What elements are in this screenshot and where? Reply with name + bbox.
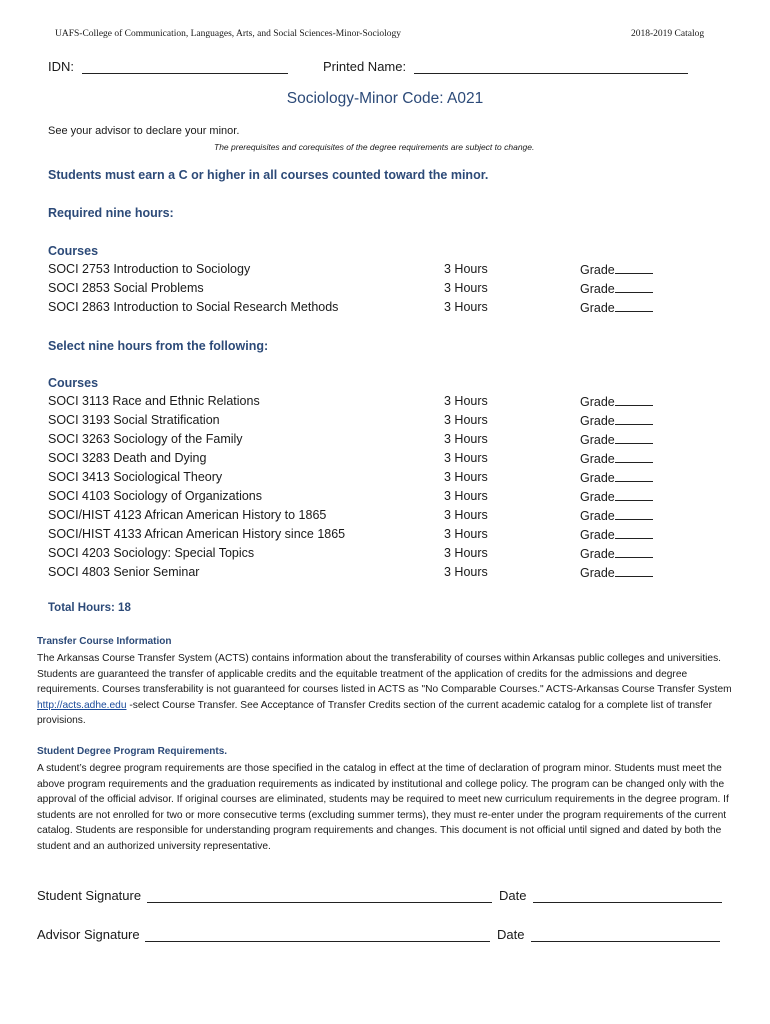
course-name: SOCI 3413 Sociological Theory [48,470,223,484]
required-heading: Required nine hours: [48,206,174,220]
grade-rule: Students must earn a C or higher in all courses counted toward the minor. [48,168,489,182]
courses-label-required: Courses [48,244,99,258]
grade-field[interactable] [580,527,653,542]
course-name: SOCI 3113 Race and Ethnic Relations [48,394,260,408]
student-date-label: Date [499,888,527,903]
grade-label: Grade [580,395,615,409]
grade-blank-line [615,527,653,539]
grade-field[interactable] [580,489,653,504]
transfer-text-part2: -select Course Transfer. See Acceptance of Transfer Credits section of the current academic catalog for a complete list of transfer provisions. [37,699,712,727]
course-name: SOCI 2863 Introduction to Social Research Methods [48,300,339,314]
student-date-line [533,902,722,903]
grade-field[interactable] [580,281,653,296]
course-hours: 3 Hours [444,489,488,503]
student-signature-label: Student Signature [37,888,142,903]
grade-blank-line [615,394,653,406]
course-hours: 3 Hours [444,508,488,522]
course-hours: 3 Hours [444,300,488,314]
student-signature-field[interactable] [37,888,492,903]
grade-blank-line [615,546,653,558]
grade-field[interactable] [580,262,653,277]
grade-blank-line [615,451,653,463]
advisor-date-field[interactable] [497,927,720,942]
grade-label: Grade [580,282,615,296]
course-hours: 3 Hours [444,262,488,276]
advisor-date-line [531,941,720,942]
course-hours: 3 Hours [444,470,488,484]
transfer-heading: Transfer Course Information [37,636,172,647]
student-date-field[interactable] [499,888,722,903]
course-hours: 3 Hours [444,432,488,446]
transfer-text-part1: The Arkansas Course Transfer System (ACTS) contains information about the transferability of courses within Arkansas public colleges and universities. Students are guaranteed the transfer of applicable credits and the equitable treatment of the application of credits for the admissions and degree requirements. Courses transferability is not guaranteed for courses listed in ACTS as "No Comparable Courses." ACTS-Arkansas Course Transfer System [37,653,732,696]
grade-field[interactable] [580,300,653,315]
course-name: SOCI/HIST 4133 African American History since 1865 [48,527,346,541]
transfer-text [37,651,737,729]
grade-label: Grade [580,433,615,447]
grade-field[interactable] [580,546,653,561]
grade-blank-line [615,508,653,520]
grade-field[interactable] [580,394,653,409]
grade-field[interactable] [580,432,653,447]
advisor-signature-line [145,941,490,942]
grade-blank-line [615,262,653,274]
printed-name-line [414,73,688,74]
course-name: SOCI 3193 Social Stratification [48,413,220,427]
page-title: Sociology-Minor Code: A021 [286,90,484,107]
course-hours: 3 Hours [444,394,488,408]
course-hours: 3 Hours [444,451,488,465]
grade-blank-line [615,413,653,425]
header-right: 2018-2019 Catalog [631,29,705,39]
student-signature-line [147,902,492,903]
course-name: SOCI 2753 Introduction to Sociology [48,262,251,276]
idn-field[interactable] [48,59,288,74]
grade-label: Grade [580,263,615,277]
course-name: SOCI 4803 Senior Seminar [48,565,200,579]
prereq-note: The prerequisites and corequisites of the degree requirements are subject to change. [214,142,535,152]
grade-blank-line [615,470,653,482]
courses-label-electives: Courses [48,376,99,390]
grade-field[interactable] [580,470,653,485]
advisor-signature-label: Advisor Signature [37,927,140,942]
total-hours: Total Hours: 18 [48,602,131,614]
course-hours: 3 Hours [444,281,488,295]
grade-field[interactable] [580,565,653,580]
grade-blank-line [615,489,653,501]
course-name: SOCI 3283 Death and Dying [48,451,207,465]
printed-name-field[interactable] [323,59,688,74]
course-name: SOCI 4203 Sociology: Special Topics [48,546,255,560]
grade-label: Grade [580,471,615,485]
degree-req-heading: Student Degree Program Requirements. [37,746,228,757]
grade-field[interactable] [580,508,653,523]
header-left: UAFS-College of Communication, Languages, Arts, and Social Sciences-Minor-Sociology [55,29,401,39]
idn-label: IDN: [48,59,74,74]
course-hours: 3 Hours [444,413,488,427]
grade-blank-line [615,565,653,577]
grade-label: Grade [580,490,615,504]
grade-label: Grade [580,452,615,466]
grade-blank-line [615,432,653,444]
idn-line [82,73,288,74]
course-name: SOCI 4103 Sociology of Organizations [48,489,263,503]
select-heading: Select nine hours from the following: [48,339,269,353]
printed-name-label: Printed Name: [323,59,407,74]
grade-field[interactable] [580,413,653,428]
advisor-note: See your advisor to declare your minor. [48,125,240,137]
advisor-date-label: Date [497,927,525,942]
course-name: SOCI/HIST 4123 African American History to 1865 [48,508,327,522]
advisor-signature-field[interactable] [37,927,490,942]
grade-label: Grade [580,301,615,315]
grade-label: Grade [580,528,615,542]
grade-label: Grade [580,414,615,428]
degree-req-text: A student’s degree program requirements are those specified in the catalog in effect at the time of declaration of program minor. Students must meet the above program requirements and the graduation requirements as indicated by institutional and college policy. The program can be changed only with the approval of the official advisor. If original courses are eliminated, students may be required to meet new curriculum requirements in the degree program. If students are not enrolled for two or more consecutive terms (excluding summer terms), they must re-enter under the program requirements of the current catalog. Students are responsible for understanding program requirements and changes. This document is not official until signed and dated by both the student and an authorized university representative. [37,763,729,852]
grade-field[interactable] [580,451,653,466]
course-hours: 3 Hours [444,565,488,579]
course-hours: 3 Hours [444,546,488,560]
grade-blank-line [615,281,653,293]
grade-blank-line [615,300,653,312]
course-hours: 3 Hours [444,527,488,541]
grade-label: Grade [580,509,615,523]
course-name: SOCI 2853 Social Problems [48,281,204,295]
grade-label: Grade [580,566,615,580]
grade-label: Grade [580,547,615,561]
acts-link[interactable]: http://acts.adhe.edu [37,699,127,711]
course-name: SOCI 3263 Sociology of the Family [48,432,243,446]
